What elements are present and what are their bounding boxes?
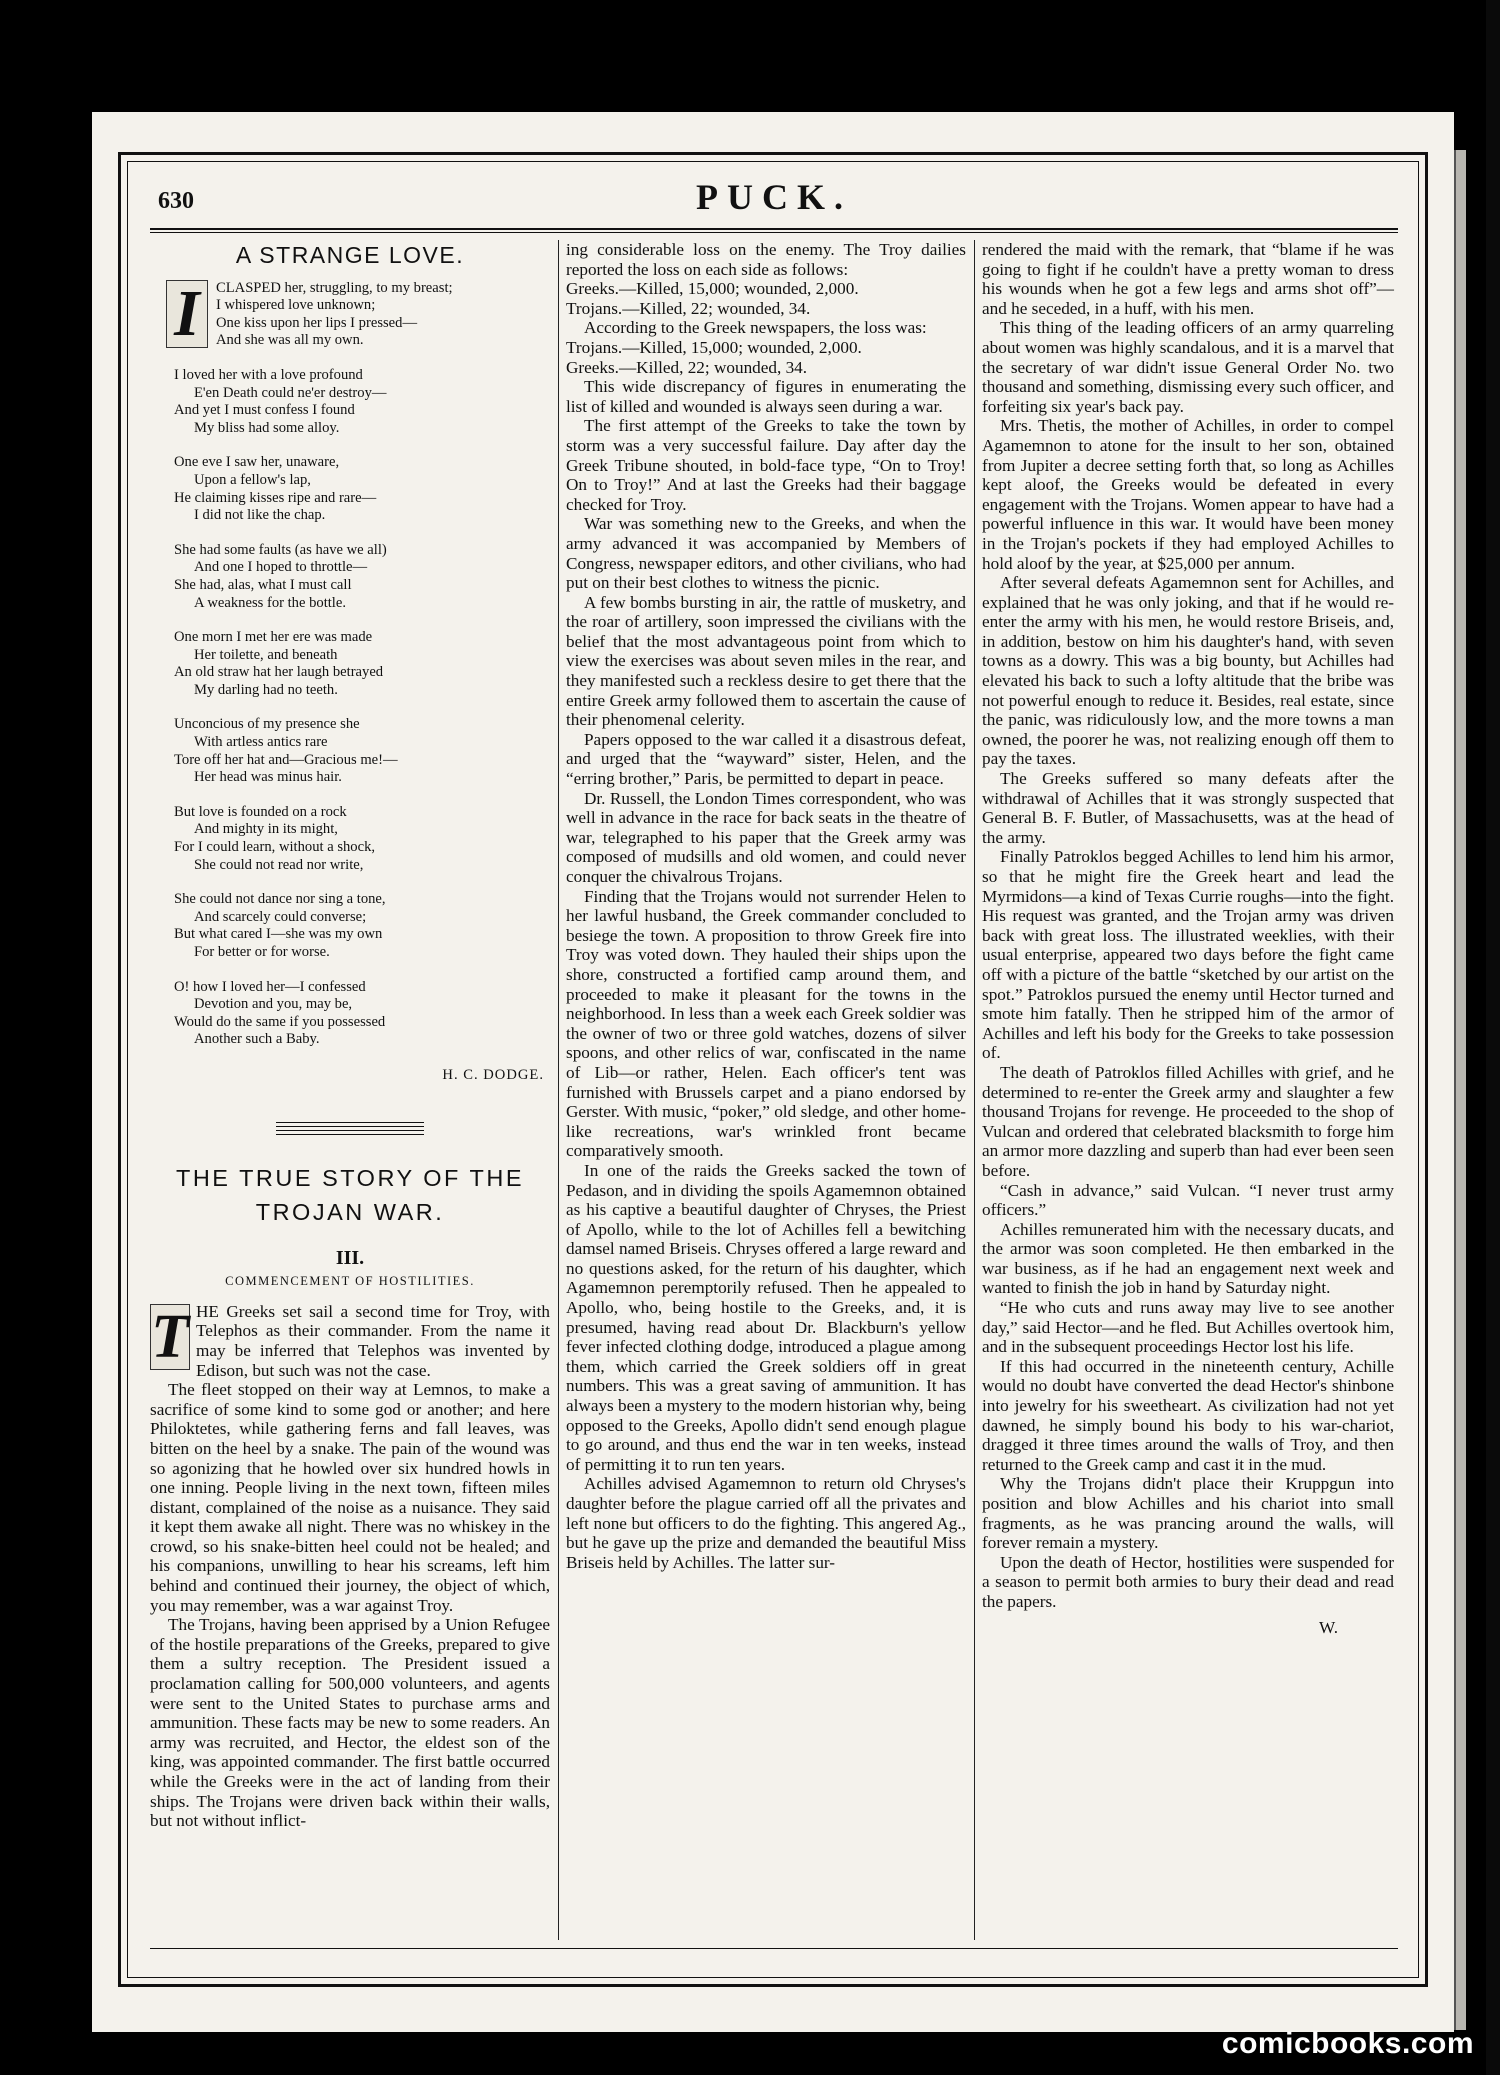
story-paragraph: This thing of the leading officers of an army quarreling about women was highly scandalous, and it is a marvel that the secretary of war didn't issue General Order No. two thousand and something, dismissing every such officer, and forfeiting six year's back pay. (982, 318, 1394, 416)
column-2 (566, 240, 966, 1572)
poem-line: My darling had no teeth. (194, 681, 338, 698)
story-paragraph: Greeks.—Killed, 22; wounded, 34. (566, 357, 808, 377)
column-3 (982, 240, 1394, 1637)
poem-dropcap: I (166, 280, 208, 348)
poem-stanza (174, 629, 550, 699)
story-paragraph: Finally Patroklos begged Achilles to lend him his armor, so that he might fire the Greek heart and lead the Myrmidons—a kind of Texas Currie roughs—into the fight. His request was granted, and the Trojan army was driven back with great loss. The illustrated weeklies, with their usual enterprise, appeared two days before the fight came off with a picture of the battle “sketched by our artist on the spot.” Patroklos pursued the enemy until Hector turned and smote him fatally. Then he stripped him of the armor of Achilles and left his body for the Greeks to take possession of. (982, 847, 1394, 1063)
column-rule (558, 240, 559, 1940)
poem-line: Her toilette, and beneath (194, 646, 338, 663)
ornament-divider (276, 1122, 424, 1135)
story-paragraph: If this had occurred in the nineteenth century, Achille would no doubt have converted the dead Hector's shinbone into jewelry for his sweetheart. As civilization had not yet dawned, he simply bound his body to his war-chariot, dragged it three times around the walls of Troy, and then returned to the Greek camp and cast it in the mud. (982, 1356, 1394, 1474)
poem-line: She had, alas, what I must call (174, 576, 352, 593)
story-paragraph: The Trojans, having been apprised by a Union Refugee of the hostile preparations of the Greeks, prepared to give them a sultry reception. The President issued a proclamation calling for 500,000 volunteers, and agents were sent to the United States to purchase arms and ammunition. These facts may be new to some readers. An army was recruited, and Hector, the eldest son of the king, was appointed commander. The first battle occurred while the Greeks were in the act of landing from their ships. The Trojans were driven back within their walls, but not without inflict- (150, 1615, 550, 1831)
column-1 (150, 240, 550, 1831)
poem-line: A weakness for the bottle. (194, 594, 346, 611)
story-paragraph: Finding that the Trojans would not surrender Helen to her lawful husband, the Greek commander concluded to besiege the town. A proposition to throw Greek fire into Troy was voted down. They hauled their ships upon the shore, constructed a fortified camp around them, and proceeded to make it pleasant for the towns in the neighborhood. In less than a week each Greek soldier was the owner of two or three gold watches, dozens of silver spoons, and other relics of war, confiscated in the name of Lib—or rather, Helen. Each officer's tent was furnished with Brussels carpet and a piano endorsed by Gerster. With music, “poker,” old sledge, and other home-like recreations, war's wrinkled front became comparatively smooth. (566, 886, 966, 1161)
header-rule (150, 228, 1398, 233)
story-paragraph: According to the Greek newspapers, the loss was: (584, 318, 927, 338)
story-paragraph: ing considerable loss on the enemy. The Troy dailies reported the loss on each side as follows: (566, 240, 966, 279)
story-dropcap: T (151, 1302, 189, 1371)
poem-stanza (174, 716, 550, 786)
page-header (150, 176, 1398, 220)
story-paragraph: After several defeats Agamemnon sent for Achilles, and explained that he was only joking, and that if he would re-enter the army with his men, he would restore Briseis, and, in addition, bestow on him his daughter's hand, with seven towns as a dowry. This was a big bounty, but Achilles had elevated his back to such a lofty altitude that the bribe was not powerful enough to reduce it. Besides, real estate, since the panic, was ridiculously low, and the more towns a man owned, the poorer he was, not realizing enough off them to pay the taxes. (982, 573, 1394, 769)
poem-line: Devotion and you, may be, (194, 996, 353, 1013)
poem-line: She had some faults (as have we all) (174, 541, 387, 558)
poem-stanza (174, 454, 550, 524)
page-number: 630 (158, 188, 194, 214)
poem-line: And scarcely could converse; (194, 908, 367, 925)
poem-stanza (174, 979, 550, 1049)
story-paragraph: War was something new to the Greeks, and when the army advanced it was accompanied by Members of Congress, newspaper editors, and other civilians, who had put on their best clothes to witness the picnic. (566, 514, 966, 593)
story-paragraph: In one of the raids the Greeks sacked the town of Pedason, and in dividing the spoils Agamemnon obtained as his captive a beautiful daughter of Chryses, the Priest of Apollo, while to the lot of Achilles fell a bewitching damsel named Briseis. Chryses offered a large reward and no questions asked, for the return of his daughter, which Agamemnon peremptorily refused. Then he appealed to Apollo, who, being hostile to the Greeks, and, it is presumed, having read about Dr. Blackburn's yellow fever infected clothing dodge, introduced a plague among them, which carried the Greek soldiers off in great numbers. This was a great saving of ammunition. It has always been a mystery to the modern historian why, being opposed to the Greeks, Apollo didn't send enough plague to go around, and thus end the war in ten weeks, instead of permitting it to run ten years. (566, 1160, 966, 1474)
poem-line: And one I hoped to throttle— (194, 559, 368, 576)
poem-line: One morn I met her ere was made (174, 629, 373, 646)
binding-shadow (1486, 0, 1500, 2075)
story-paragraph: Trojans.—Killed, 22; wounded, 34. (566, 298, 811, 318)
story-paragraph: The Greeks suffered so many defeats after the withdrawal of Achilles that it was strongly suspected that General B. F. Butler, of Massachusetts, was at the head of the army. (982, 769, 1394, 847)
poem-line: One kiss upon her lips I pressed— (216, 314, 418, 331)
poem-line: For better or for worse. (194, 944, 330, 960)
poem-line: He claiming kisses ripe and rare— (174, 489, 377, 506)
story-paragraph: A few bombs bursting in air, the rattle of musketry, and the roar of artillery, soon impressed the civilians with the belief that the most advantageous point from which to view the exercises was about seven miles in the rear, and they manifested such a reckless desire to get there that the entire Greek army followed them to ascertain the cause of their phenomenal celerity. (566, 592, 966, 730)
poem-stanza (174, 542, 550, 612)
poem-line: O! how I loved her—I confessed (174, 978, 366, 995)
story-paragraph: Upon the death of Hector, hostilities were suspended for a season to permit both armies to bury their dead and read the papers. (982, 1552, 1394, 1611)
story-text-col3 (982, 240, 1394, 1612)
story-title: THE TRUE STORY OF THE TROJAN WAR. (175, 1164, 525, 1225)
poem-line: Another such a Baby. (194, 1031, 320, 1048)
story-paragraph: Trojans.—Killed, 15,000; wounded, 2,000. (566, 337, 862, 357)
story-paragraph: The death of Patroklos filled Achilles with grief, and he determined to re-enter the Greek army and slaughter a few thousand Trojans for revenge. He proceeded to the shop of Vulcan and ordered that celebrated blacksmith to forge him an armor more dazzling and superb than had ever been seen before. (982, 1062, 1394, 1180)
poem-line: But love is founded on a rock (174, 803, 347, 820)
poem-line: And yet I must confess I found (174, 402, 355, 419)
poem-line: She could not dance nor sing a tone, (174, 891, 386, 908)
story-paragraph: Greeks.—Killed, 15,000; wounded, 2,000. (566, 279, 859, 299)
story-paragraph: Dr. Russell, the London Times correspondent, who was well in advance in the race for back seats in the theatre of war, telegraphed to his paper that the Greek army was composed of mudsills and old women, and could never conquer the chivalrous Trojans. (566, 788, 966, 886)
poem-body (150, 276, 550, 1049)
poem-stanza (174, 367, 550, 437)
story-subhead: COMMENCEMENT OF HOSTILITIES. (225, 1274, 475, 1289)
story-paragraph: rendered the maid with the remark, that “blame if he was going to fight if he couldn't have a pretty woman to dress his wounds when he got a few legs and arms shot off”—and he seceded, in a huff, with his men. (982, 240, 1394, 318)
column-rule (974, 240, 975, 1940)
poem-title: A STRANGE LOVE. (235, 242, 465, 268)
story-paragraph: “Cash in advance,” said Vulcan. “I never trust army officers.” (982, 1180, 1394, 1220)
story-paragraph: “He who cuts and runs away may live to see another day,” said Hector—and he fled. But Achilles overtook him, and in the subsequent proceedings Hector lost his life. (982, 1298, 1394, 1357)
next-page-edge (1454, 150, 1466, 2030)
story-paragraph: Achilles advised Agamemnon to return old Chryses's daughter before the plague carried off all the privates and left none but officers to do the fighting. This angered Ag., but he gave up the prize and demanded the beautiful Miss Briseis held by Achilles. The latter sur- (566, 1474, 966, 1572)
poem-stanza (174, 276, 550, 350)
story-paragraph: The first attempt of the Greeks to take the town by storm was a very successful failure. Day after day the Greek Tribune shouted, in bold-face type, “On to Troy! On to Troy!” And at last the Greeks had their baggage checked for Troy. (566, 416, 966, 514)
story-paragraph: The fleet stopped on their way at Lemnos, to make a sacrifice of some kind to some god or another; and here Philoktetes, while gathering ferns and fall leaves, was bitten on the heel by a snake. The pain of the wound was so agonizing that he howled over six hundred howls in one inning. People living in the next town, fifteen miles distant, complained of the noise as a nuisance. They said it kept them awake all night. There was no whiskey in the crowd, so his snake-bitten heel could not be healed; and his companions, unwilling to hear his screams, left him behind and continued their journey, the object of which, you may remember, was a war against Troy. (150, 1380, 550, 1615)
story-paragraph: Papers opposed to the war called it a disastrous defeat, and urged that the “wayward” sister, Helen, and the “erring brother,” Paris, be permitted to depart in peace. (566, 729, 966, 789)
poem-line: I loved her with a love profound (174, 366, 363, 383)
poem-line: I did not like the chap. (194, 507, 326, 524)
poem-author: H. C. DODGE. (442, 1066, 544, 1083)
story-paragraph: Mrs. Thetis, the mother of Achilles, in order to compel Agamemnon to atone for the insult to her son, obtained from Jupiter a decree setting forth that, so long as Achilles kept aloof, the Greeks would be defeated in every engagement with the Trojans. Women appear to have had a powerful influence in this war. It would have been money in the Trojan's pockets if they had employed Achilles to hold aloof by the year, at $25,000 per annum. (982, 416, 1394, 573)
magazine-page (92, 112, 1454, 2032)
poem-line: E'en Death could ne'er destroy— (194, 384, 387, 401)
story-paragraph: Achilles remunerated him with the necessary ducats, and the armor was soon completed. He then embarked in the war business, as if he had an engagement next week and wanted to finish the job in hand by Saturday night. (982, 1219, 1394, 1298)
poem-line: And mighty in its might, (194, 821, 338, 838)
poem-line: For I could learn, without a shock, (174, 839, 376, 856)
poem-line: I whispered love unknown; (216, 297, 376, 314)
story-text-col1 (150, 1302, 550, 1831)
poem-line: Unconcious of my presence she (174, 716, 360, 733)
poem-line: With artless antics rare (194, 734, 328, 751)
poem-line: Would do the same if you possessed (174, 1013, 386, 1030)
masthead: PUCK. (696, 177, 852, 217)
poem-line: And she was all my own. (216, 332, 364, 349)
poem-line: CLASPED her, struggling, to my breast; (216, 279, 453, 296)
poem-line: My bliss had some alloy. (194, 419, 340, 436)
poem-line: She could not read nor write, (194, 856, 364, 873)
story-part: III. (335, 1246, 365, 1269)
story-paragraph: This wide discrepancy of figures in enumerating the list of killed and wounded is always seen during a war. (566, 377, 966, 416)
poem-stanza (174, 891, 550, 961)
watermark: comicbooks.com (1221, 2027, 1474, 2060)
poem-line: One eve I saw her, unaware, (174, 454, 340, 471)
poem-line: An old straw hat her laugh betrayed (174, 664, 384, 681)
poem-stanza (174, 804, 550, 874)
poem-line: Tore off her hat and—Gracious me!— (174, 751, 398, 768)
footer-rule (150, 1948, 1398, 1952)
story-paragraph: Why the Trojans didn't place their Kruppgun into position and blow Achilles and his chariot into small fragments, as he was prancing around the walls, will forever remain a mystery. (982, 1474, 1394, 1553)
story-paragraph: T HE Greeks set sail a second time for Troy, with Telephos as their commander. From the name it may be inferred that Telephos was invented by Edison, but such was not the case. (151, 1301, 550, 1380)
poem-line: Her head was minus hair. (194, 769, 342, 786)
poem-line: But what cared I—she was my own (174, 926, 383, 943)
poem-line: Upon a fellow's lap, (194, 471, 311, 488)
story-signature: W. (1319, 1617, 1338, 1637)
